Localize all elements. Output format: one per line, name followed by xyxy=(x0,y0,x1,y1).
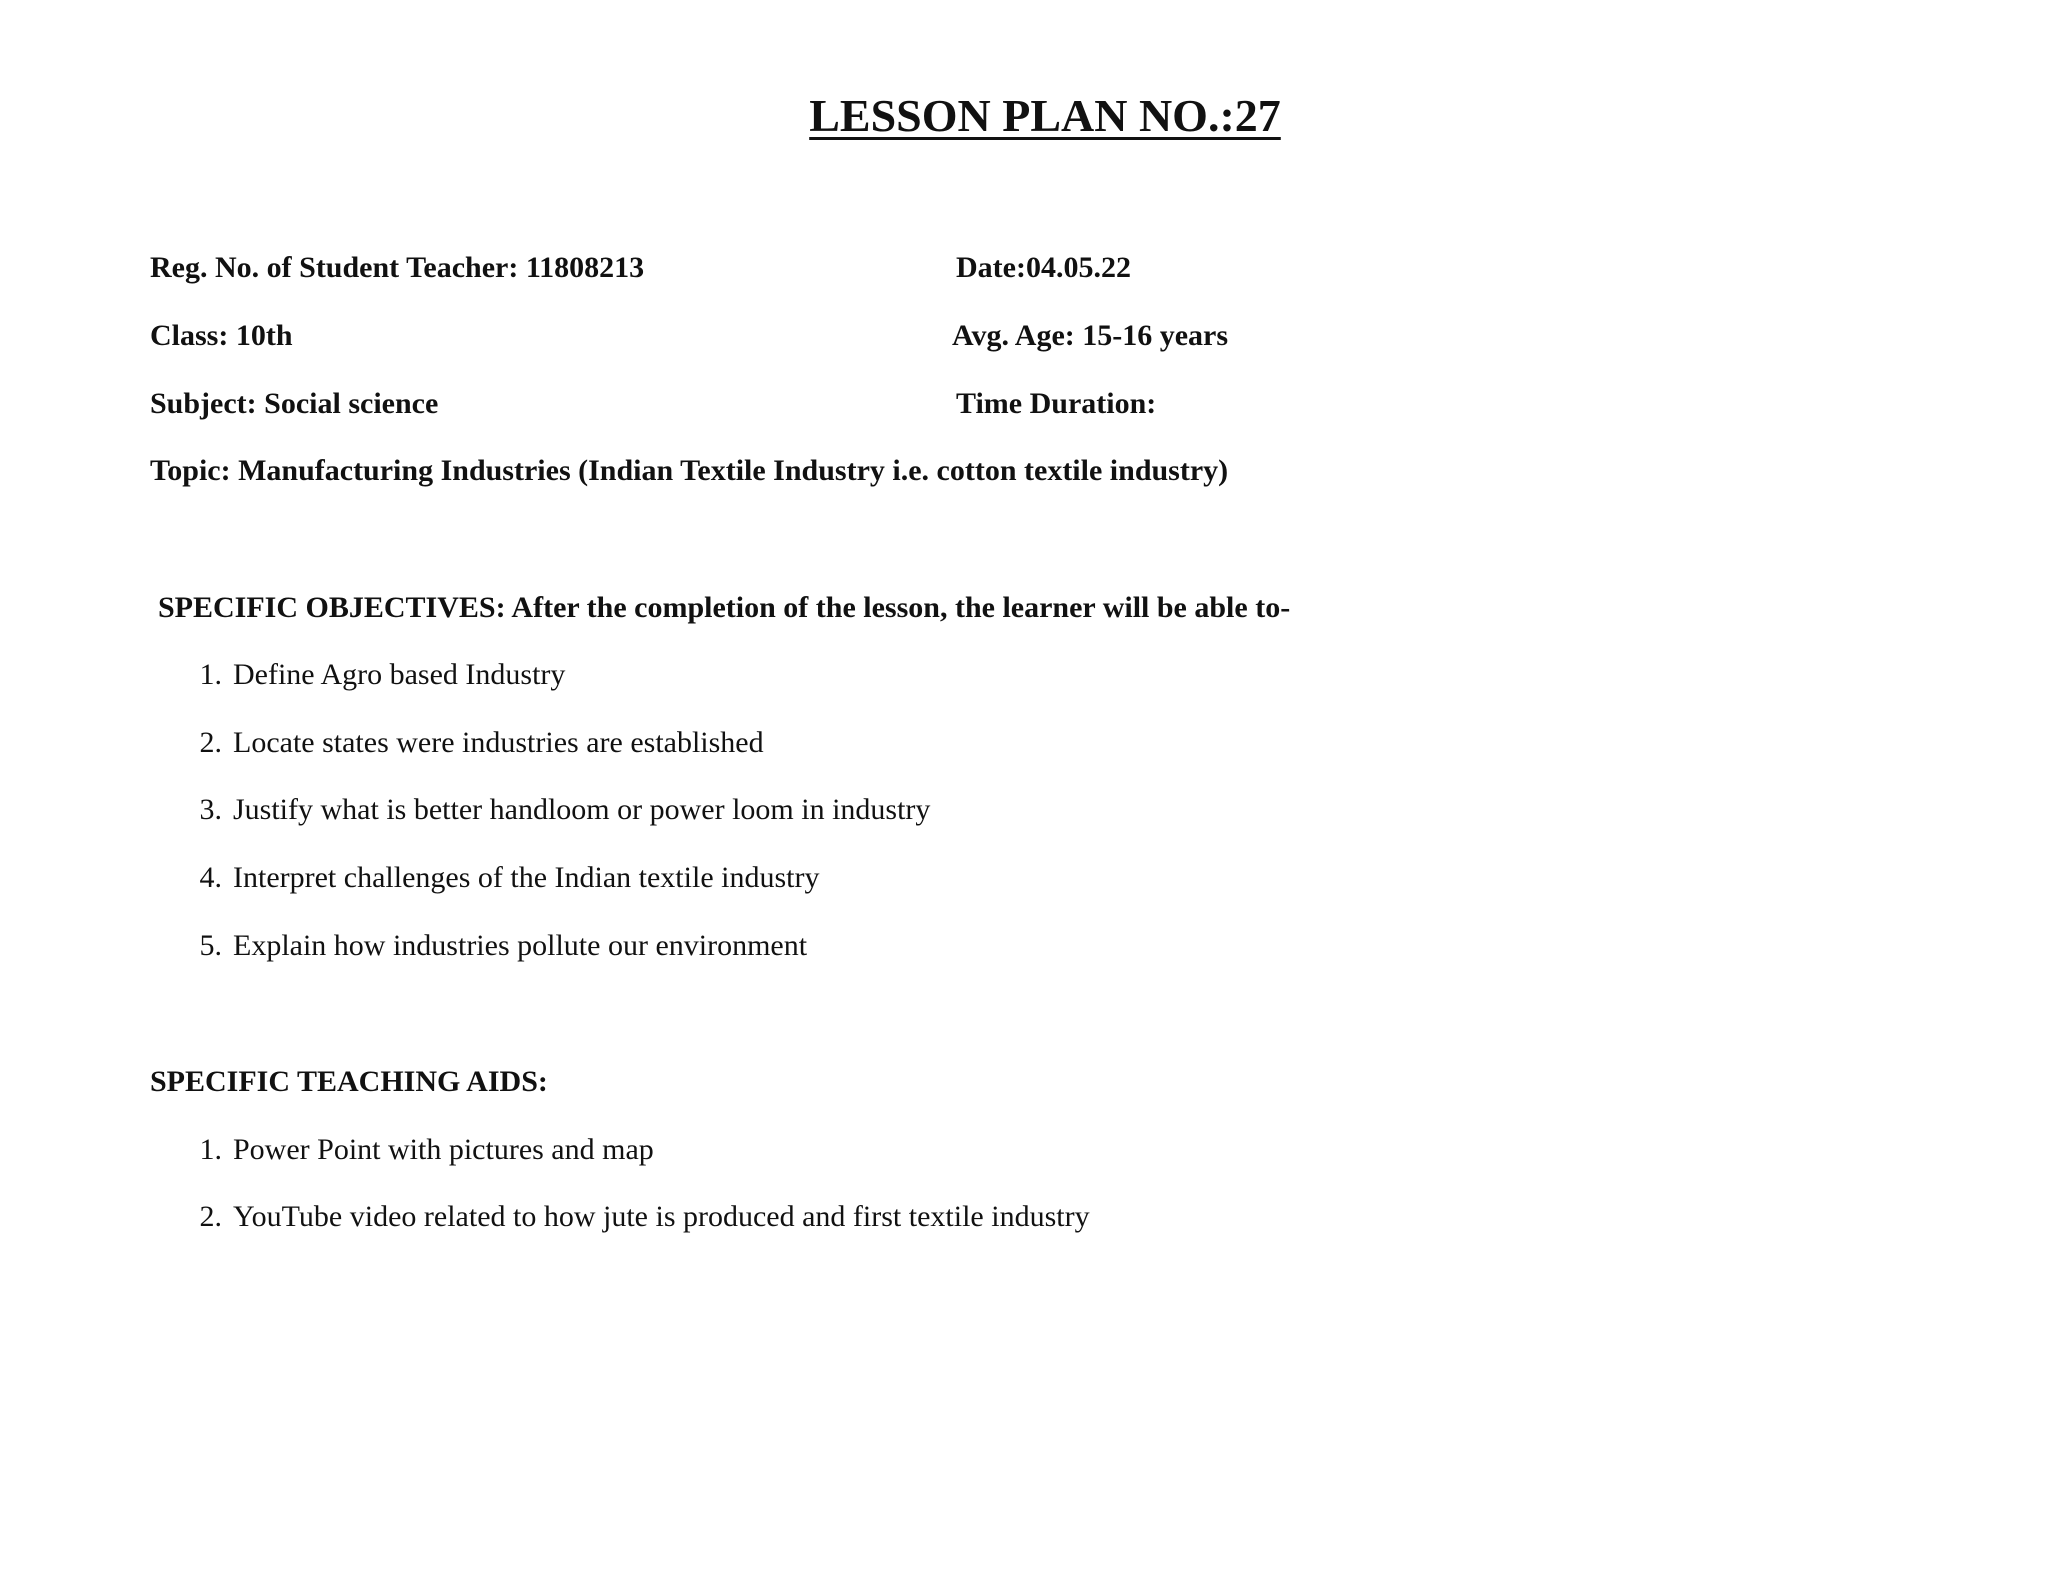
objective-text: Justify what is better handloom or power loom in industry xyxy=(233,793,931,826)
subject-field: Subject: Social science xyxy=(150,387,439,420)
topic-field: Topic: Manufacturing Industries (Indian Textile Industry i.e. cotton textile industry) xyxy=(150,454,1229,487)
objective-number: 3. xyxy=(199,793,222,826)
date-field: Date:04.05.22 xyxy=(956,251,1131,284)
teaching-aids-heading: SPECIFIC TEACHING AIDS: xyxy=(150,1065,548,1098)
objective-text: Locate states were industries are established xyxy=(233,726,764,759)
lesson-plan-title xyxy=(0,88,2048,143)
objective-text: Define Agro based Industry xyxy=(233,658,566,691)
objective-text: Interpret challenges of the Indian textile industry xyxy=(233,861,820,894)
objective-number: 5. xyxy=(199,929,222,962)
reg-no-field: Reg. No. of Student Teacher: 11808213 xyxy=(150,251,645,284)
teaching-aid-number: 1. xyxy=(199,1133,222,1166)
class-field: Class: 10th xyxy=(150,319,293,352)
avg-age-field: Avg. Age: 15-16 years xyxy=(952,319,1229,352)
objective-number: 1. xyxy=(199,658,222,691)
teaching-aid-text: Power Point with pictures and map xyxy=(233,1133,654,1166)
objective-text: Explain how industries pollute our environment xyxy=(233,929,808,962)
lesson-plan-title-text: LESSON PLAN NO.:27 xyxy=(809,90,1281,141)
objective-number: 2. xyxy=(199,726,222,759)
objectives-heading: SPECIFIC OBJECTIVES: After the completion of the lesson, the learner will be able to- xyxy=(158,591,1291,624)
teaching-aid-number: 2. xyxy=(199,1200,222,1233)
objective-number: 4. xyxy=(199,861,222,894)
teaching-aid-text: YouTube video related to how jute is produced and first textile industry xyxy=(233,1200,1090,1233)
time-duration-field: Time Duration: xyxy=(956,387,1157,420)
